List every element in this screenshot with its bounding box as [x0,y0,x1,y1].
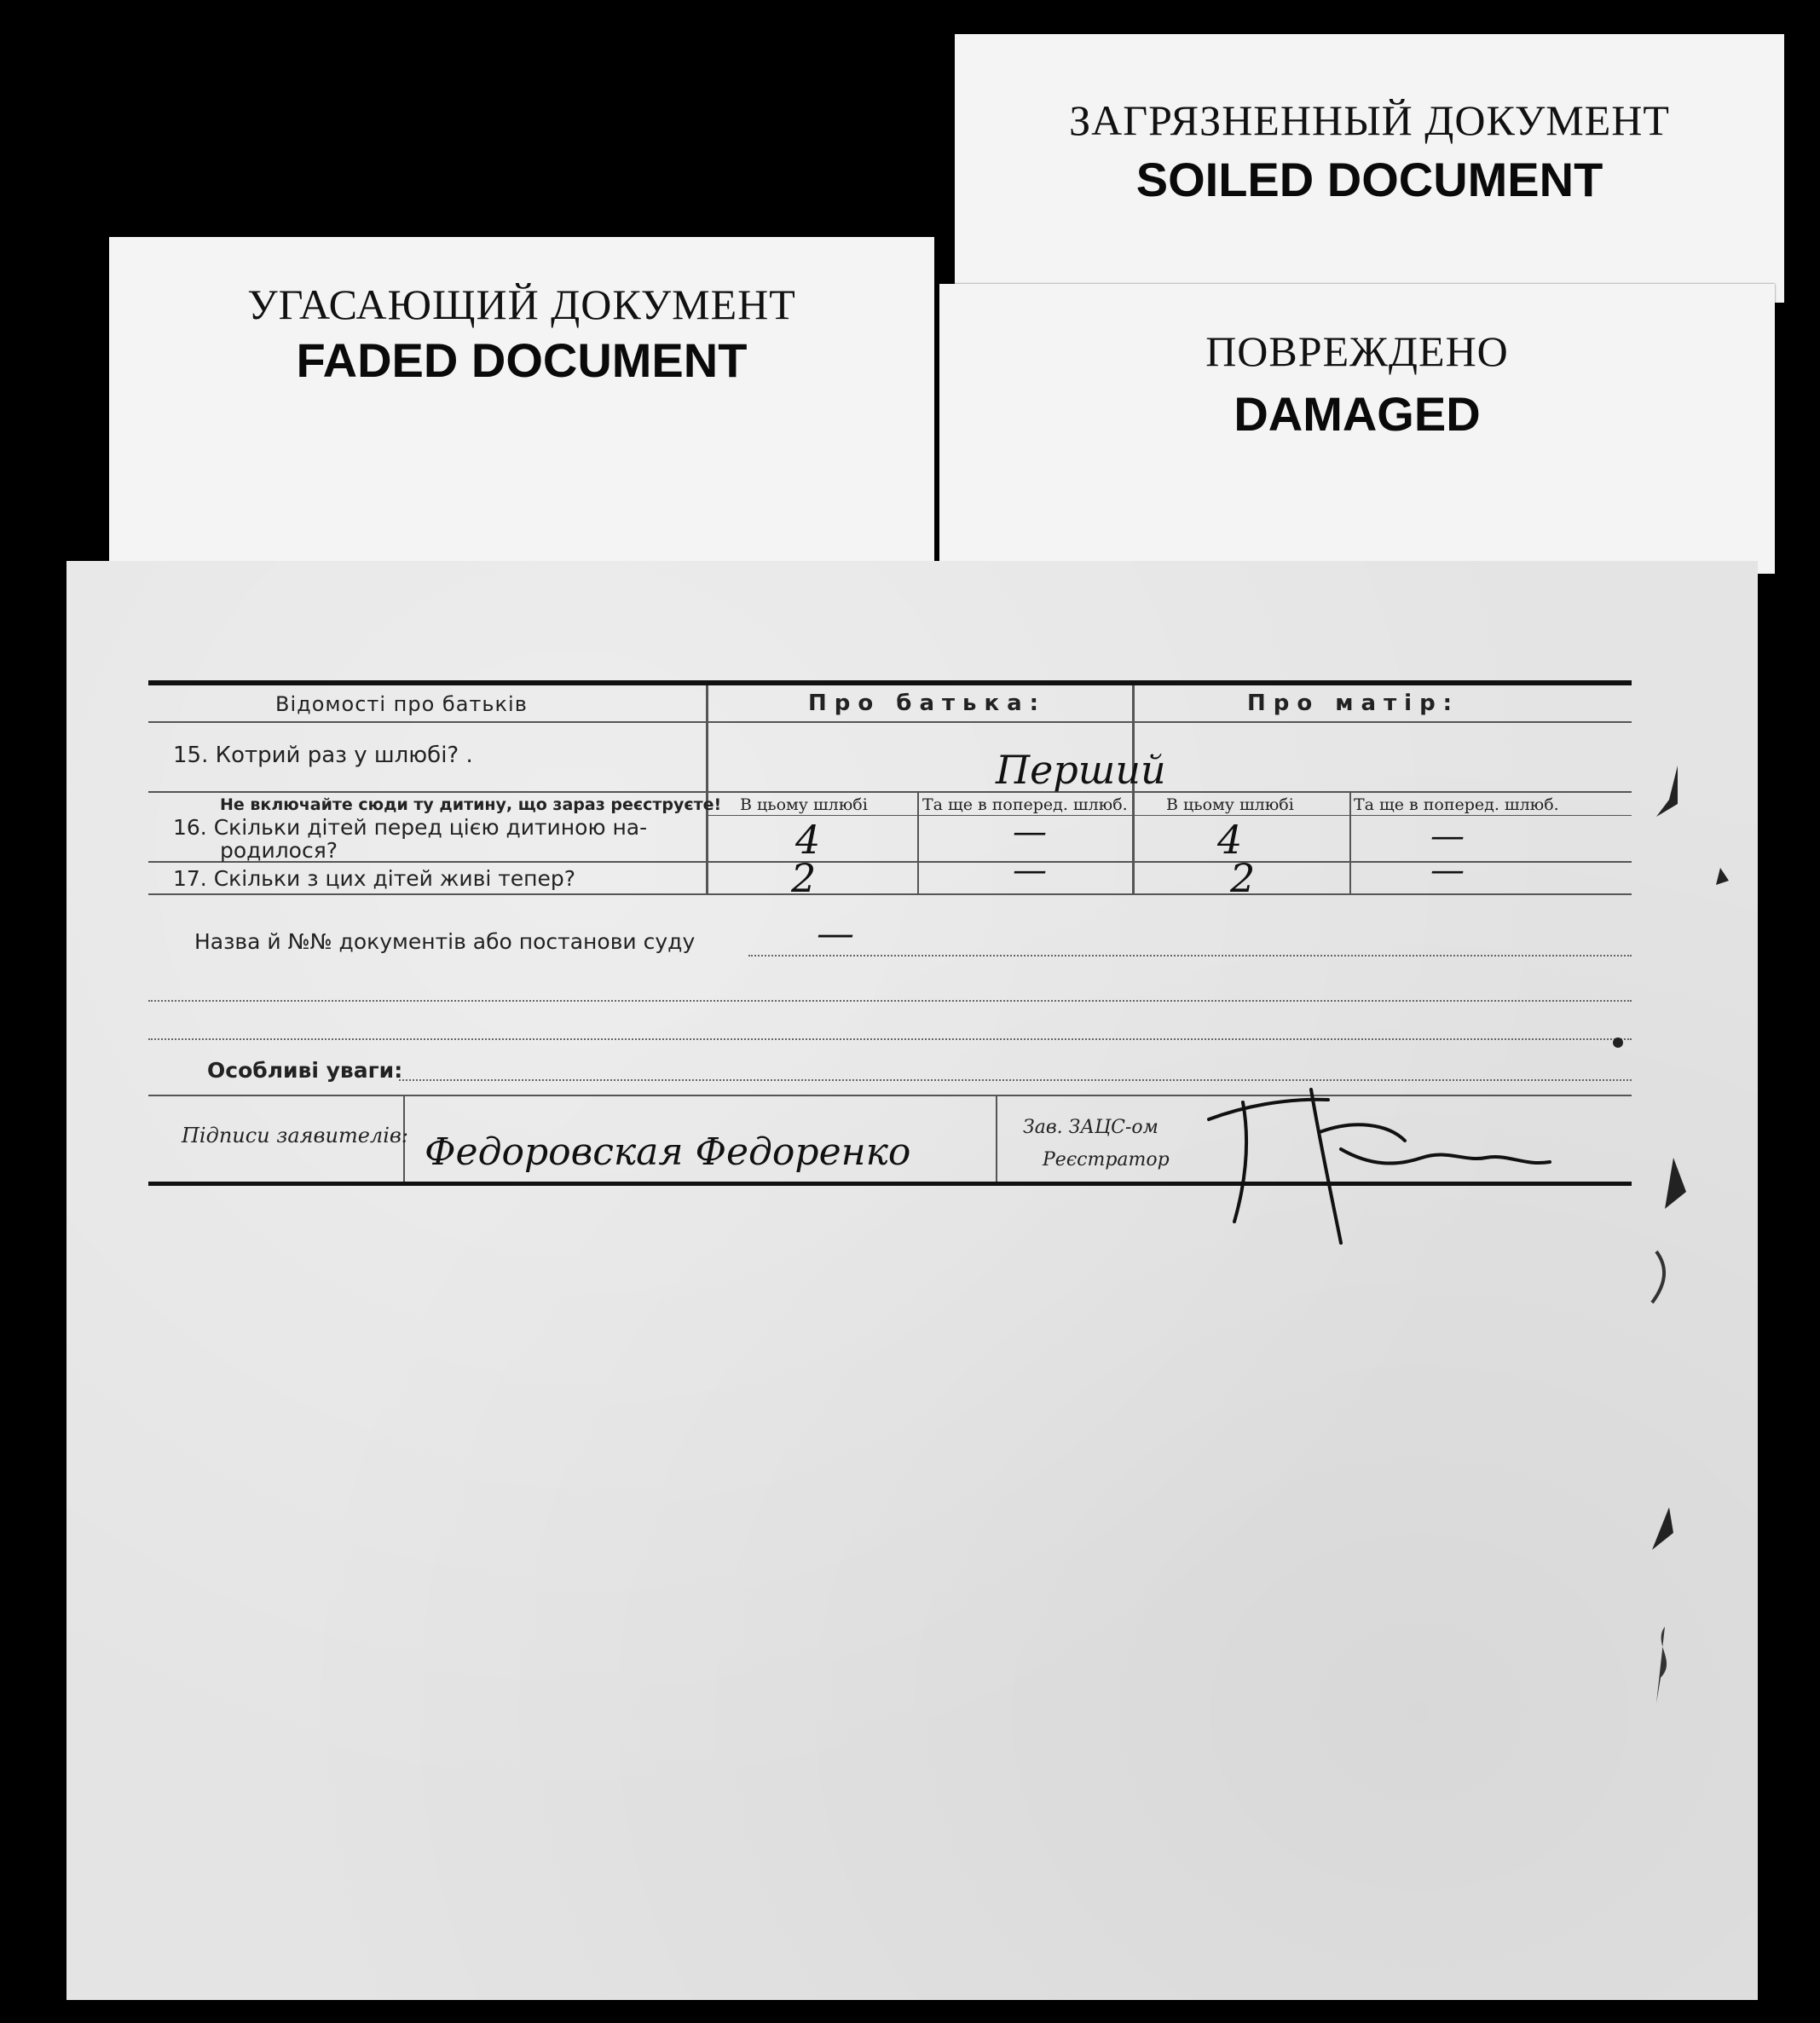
table-top-rule [148,680,1632,685]
soiled-label-ru: ЗАГРЯЗНЕННЫЙ ДОКУМЕНТ [1069,96,1670,144]
q17-mother-prev: — [1430,851,1465,890]
q16-note: Не включайте сюди ту дитину, що зараз реєструєте! [220,795,722,814]
q17-father-prev: — [1013,851,1047,890]
damaged-label-en: DAMAGED [1234,387,1481,441]
soiled-document-card [955,34,1784,303]
col-prev-marriage-father: Та ще в поперед. шлюб. [922,795,1128,814]
subheader-bottom-rule [706,815,1632,816]
q16-bottom-rule [148,861,1632,863]
q16-mother-prev: — [1430,817,1465,856]
header-about-father: Про батька: [808,691,1047,716]
col-prev-marriage-mother: Та ще в поперед. шлюб. [1354,795,1559,814]
q15-answer-handwritten: Перший [996,747,1166,793]
col-this-marriage-father: В цьому шлюбі [740,795,868,814]
damaged-label-ru: ПОВРЕЖДЕНО [1205,327,1509,375]
documents-label: Назва й №№ документів або постанови суду [194,929,696,954]
q16-mother-this: 4 [1217,817,1243,863]
faded-label-en: FADED DOCUMENT [296,333,748,387]
q16-label-line1: 16. Скільки дітей перед цією дитиною на- [173,815,648,840]
q16-father-prev: — [1013,812,1047,852]
col-divider-father-sub [917,793,919,893]
soiled-label-en: SOILED DOCUMENT [1135,153,1603,206]
document-sheet [66,561,1758,2000]
special-notes-label: Особливі уваги: [207,1058,403,1083]
documents-dotted-line-1 [748,955,1632,957]
registrar-label: Реєстратор [1043,1149,1170,1170]
faded-document-card [109,237,934,578]
q16-father-this: 4 [795,817,821,863]
q17-bottom-rule [148,893,1632,895]
q15-label: 15. Котрий раз у шлюбі? . [173,743,473,768]
q16-label-line2: родилося? [220,838,338,863]
q15-bottom-rule [148,791,1632,793]
col-divider-mother-sub [1349,793,1351,893]
signatures-divider-right [996,1096,997,1182]
q17-mother-this: 2 [1230,855,1256,901]
col-divider-main [706,685,708,893]
header-bottom-rule [148,721,1632,723]
q17-label: 17. Скільки з цих дітей живі тепер? [173,866,576,891]
head-of-registry-label: Зав. ЗАЦС-ом [1023,1117,1158,1138]
damaged-document-card [939,284,1775,574]
q17-father-this: 2 [791,855,817,901]
documents-dotted-line-2 [148,1000,1632,1002]
paper-damage-marks [1584,766,1754,1959]
registrar-signature-image [1192,1038,1584,1260]
applicants-signature-label: Підписи заявителів: [182,1124,408,1147]
header-parents-info: Відомості про батьків [275,692,528,716]
header-about-mother: Про матір: [1247,691,1460,716]
documents-value: — [817,912,854,956]
col-this-marriage-mother: В цьому шлюбі [1166,795,1294,814]
faded-label-ru: УГАСАЮЩИЙ ДОКУМЕНТ [247,280,796,328]
applicants-signature: Федоровская Федоренко [425,1130,911,1174]
